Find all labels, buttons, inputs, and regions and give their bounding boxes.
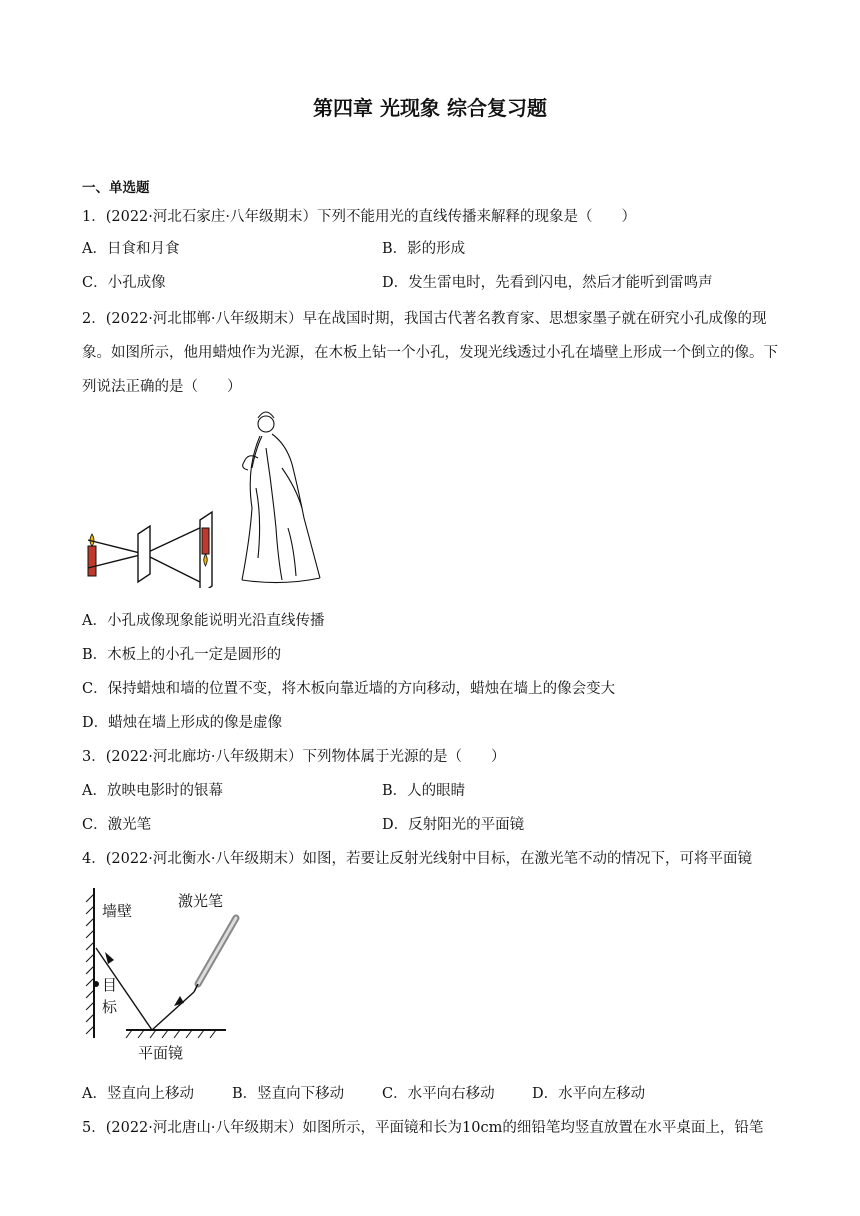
page-title: 第四章 光现象 综合复习题: [313, 96, 547, 120]
question-1-stem: 1．(2022·河北石家庄·八年级期末）下列不能用光的直线传播来解释的现象是（ ）: [82, 209, 636, 225]
question-5-stem: 5．(2022·河北唐山·八年级期末）如图所示，平面镜和长为10cm的细铅笔均竖直放置在水平桌面上，铅笔: [82, 1120, 764, 1136]
question-1-option-c: C．小孔成像: [82, 275, 166, 291]
board-shape: [138, 526, 150, 582]
question-1-option-a: A．日食和月食: [82, 241, 180, 257]
section-heading: 一、单选题: [82, 180, 150, 196]
laser-label: 激光笔: [178, 892, 224, 910]
question-1-option-b: B．影的形成: [382, 241, 466, 257]
mozi-figure-icon: [242, 412, 320, 583]
target-label-line1: 目: [102, 976, 118, 994]
mirror-label: 平面镜: [138, 1044, 184, 1062]
question-3-option-c: C．激光笔: [82, 817, 152, 833]
question-3-option-d: D．反射阳光的平面镜: [382, 817, 525, 833]
question-4-stem: 4．(2022·河北衡水·八年级期末）如图，若要让反射光线射中目标，在激光笔不动的情况下，可将平面镜: [82, 851, 752, 867]
pinhole-camera-figure: [82, 408, 342, 588]
question-3-stem: 3．(2022·河北廊坊·八年级期末）下列物体属于光源的是（ ）: [82, 749, 506, 765]
question-4-option-a: A．竖直向上移动: [82, 1086, 194, 1102]
target-label-line2: 标: [102, 998, 118, 1016]
question-4-option-d: D．水平向左移动: [532, 1086, 646, 1102]
wall-label: 墙壁: [102, 902, 133, 920]
question-2-option-c: C．保持蜡烛和墙的位置不变，将木板向靠近墙的方向移动，蜡烛在墙上的像会变大: [82, 681, 616, 697]
question-2-option-d: D．蜡烛在墙上形成的像是虚像: [82, 715, 283, 731]
question-2-option-b: B．木板上的小孔一定是圆形的: [82, 647, 282, 663]
question-3-option-b: B．人的眼睛: [382, 783, 466, 799]
question-1-option-d: D．发生雷电时，先看到闪电，然后才能听到雷鸣声: [382, 275, 713, 291]
question-4-option-b: B．竖直向下移动: [232, 1086, 345, 1102]
laser-mirror-figure: [82, 880, 252, 1068]
target-dot-icon: [93, 981, 99, 987]
question-2-option-a: A．小孔成像现象能说明光沿直线传播: [82, 613, 325, 629]
question-4-option-c: C．水平向右移动: [382, 1086, 495, 1102]
question-2-stem: 2．(2022·河北邯郸·八年级期末）早在战国时期，我国古代著名教育家、思想家墨子就在研究小孔成像的现象。如图所示，他用蜡烛作为光源，在木板上钻一个小孔，发现光线透过小孔在墙壁上形成一个倒立的像。下列说法正确的是（ ）: [82, 311, 778, 395]
question-3-option-a: A．放映电影时的银幕: [82, 783, 223, 799]
laser-pen-icon: [194, 918, 236, 992]
